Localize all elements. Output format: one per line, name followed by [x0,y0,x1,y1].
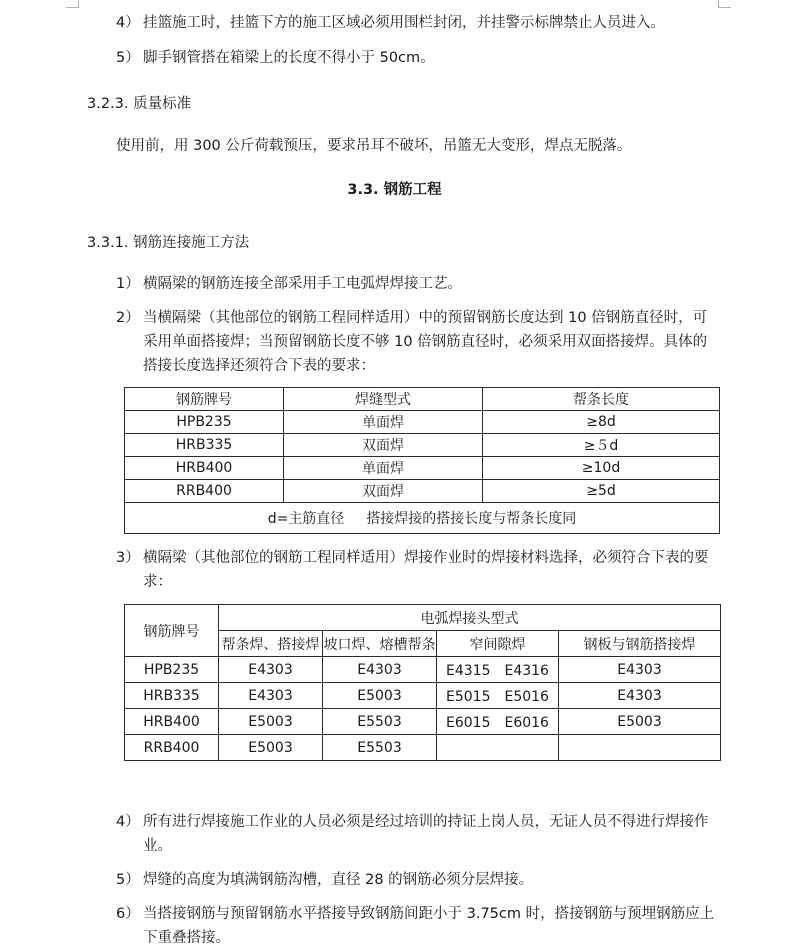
welding-material-table [124,604,721,761]
table-cell: E5015 E5016 [437,683,559,709]
table-cell [437,735,559,761]
table-row [125,434,720,457]
list-number: 1） [116,276,140,292]
list-text: 脚手钢管搭在箱梁上的长度不得小于 50cm。 [143,50,435,66]
table-cell: E4303 [559,683,721,709]
paragraph-quality-standard: 使用前，用 300 公斤荷载预压，要求吊耳不破坏，吊篮无大变形，焊点无脱落。 [116,138,632,154]
table-cell: ≥10d [483,457,720,480]
lap-length-table [124,387,720,534]
table-cell: HPB235 [125,411,284,434]
list-number: 5） [116,872,140,888]
table-header-cell: 焊缝型式 [284,388,483,411]
table-header-cell: 坡口焊、熔槽帮条 [323,631,437,657]
table-cell: E5003 [219,735,323,761]
table-cell: E4303 [323,657,437,683]
page-corner-mark-right [718,0,731,8]
table-note-cell [125,503,720,534]
table-cell: 双面焊 [284,480,483,503]
section-heading-3-3-1: 3.3.1. 钢筋连接施工方法 [87,235,250,251]
table-cell: ≥8d [483,411,720,434]
table-cell: E5503 [323,709,437,735]
table-cell: 单面焊 [284,457,483,480]
table-header-cell: 钢筋牌号 [125,605,219,657]
list-number: 3） [116,550,140,566]
table-header-cell: 帮条长度 [483,388,720,411]
table-cell: E4303 [559,657,721,683]
list-text: 所有进行焊接施工作业的人员必须是经过培训的持证上岗人员，无证人员不得进行焊接作业。 [143,814,709,854]
table-cell: E5003 [559,709,721,735]
list-text: 当搭接钢筋与预留钢筋水平搭接导致钢筋间距小于 3.75cm 时，搭接钢筋与预埋钢筋应上下重叠搭接。 [143,906,715,946]
table-cell: 单面焊 [284,411,483,434]
table-header-cell: 帮条焊、搭接焊 [219,631,323,657]
table-cell: 双面焊 [284,434,483,457]
table-cell: HRB335 [125,683,219,709]
table-cell: E4303 [219,683,323,709]
section-heading-3-3: 3.3. 钢筋工程 [347,182,442,198]
table-cell: RRB400 [125,735,219,761]
table-header-row [125,605,721,631]
table-cell: HRB335 [125,434,284,457]
list-number: 6） [116,906,140,922]
list-text: 横隔梁的钢筋连接全部采用手工电弧焊焊接工艺。 [143,276,462,292]
table-cell: HRB400 [125,709,219,735]
table-cell: E4303 [219,657,323,683]
table-row [125,411,720,434]
table-cell: E5503 [323,735,437,761]
table-group-header: 电弧焊接头型式 [219,605,721,631]
table-header-cell: 钢筋牌号 [125,388,284,411]
list-text: 当横隔梁（其他部位的钢筋工程同样适用）中的预留钢筋长度达到 10 倍钢筋直径时，可采用单面搭接焊；当预留钢筋长度不够 10 倍钢筋直径时，必须采用双面搭接焊。具体的搭接长度选择还须符合下表的要求： [143,310,708,374]
table-note-rule: 搭接焊接的搭接长度与帮条长度同 [366,511,577,527]
table-row [125,480,720,503]
table-row [125,709,721,735]
list-text: 横隔梁（其他部位的钢筋工程同样适用）焊接作业时的焊接材料选择，必须符合下表的要求： [143,550,709,590]
table-cell: ≥５d [483,434,720,457]
table-note-row [125,503,720,534]
table-row [125,735,721,761]
table-cell: ≥5d [483,480,720,503]
table-cell: E4315 E4316 [437,657,559,683]
table-header-cell: 窄间隙焊 [437,631,559,657]
table-header-cell: 钢板与钢筋搭接焊 [559,631,721,657]
table-cell: E6015 E6016 [437,709,559,735]
table-note-definition: d=主筋直径 [267,511,345,527]
table-header-row [125,388,720,411]
table-row [125,457,720,480]
list-text: 焊缝的高度为填满钢筋沟槽，直径 28 的钢筋必须分层焊接。 [143,872,534,888]
table-row [125,657,721,683]
list-number: 4） [116,15,140,31]
table-cell: E5003 [323,683,437,709]
page-corner-mark-left [66,0,79,8]
section-heading-3-2-3: 3.2.3. 质量标准 [87,96,192,112]
list-number: 4） [116,814,140,830]
table-cell: E5003 [219,709,323,735]
table-cell [559,735,721,761]
list-number: 2） [116,310,140,326]
table-cell: HPB235 [125,657,219,683]
table-cell: RRB400 [125,480,284,503]
table-row [125,683,721,709]
table-cell: HRB400 [125,457,284,480]
list-number: 5） [116,50,140,66]
list-text: 挂篮施工时，挂篮下方的施工区域必须用围栏封闭，并挂警示标牌禁止人员进入。 [143,15,665,31]
